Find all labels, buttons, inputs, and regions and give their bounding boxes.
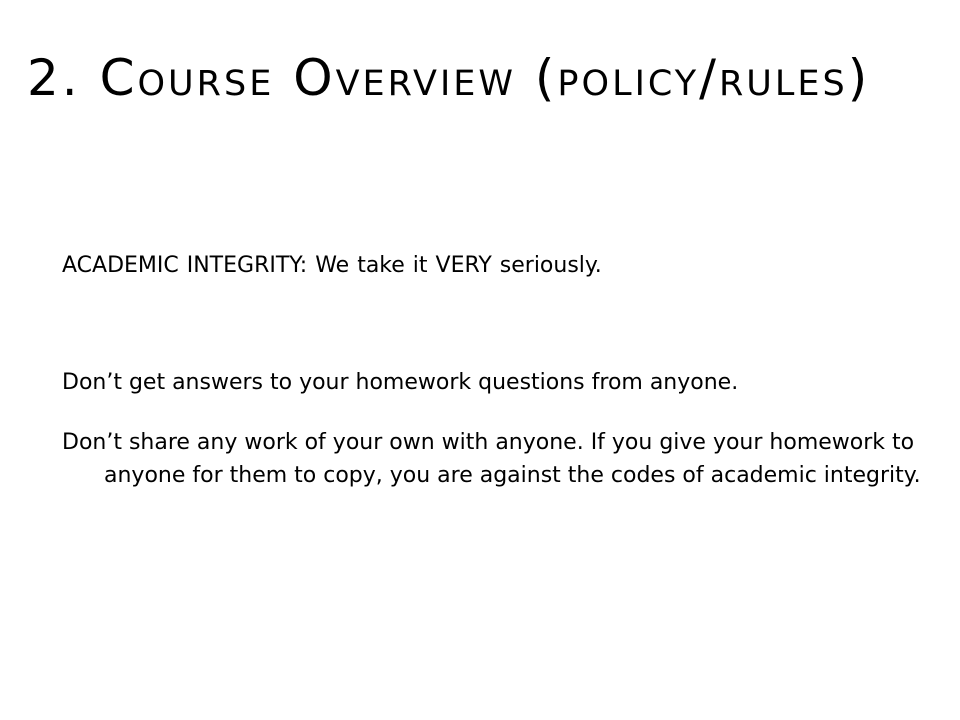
homework-answers-rule: Don’t get answers to your homework questions from anyone.: [62, 370, 739, 395]
slide-title: 2. Course Overview (policy/rules): [27, 49, 871, 107]
academic-integrity-statement: ACADEMIC INTEGRITY: We take it VERY seriously.: [62, 253, 602, 278]
sharing-work-rule: Don’t share any work of your own with anyone. If you give your homework to anyone for them to copy, you are against the codes of academic integrity.: [62, 430, 921, 488]
